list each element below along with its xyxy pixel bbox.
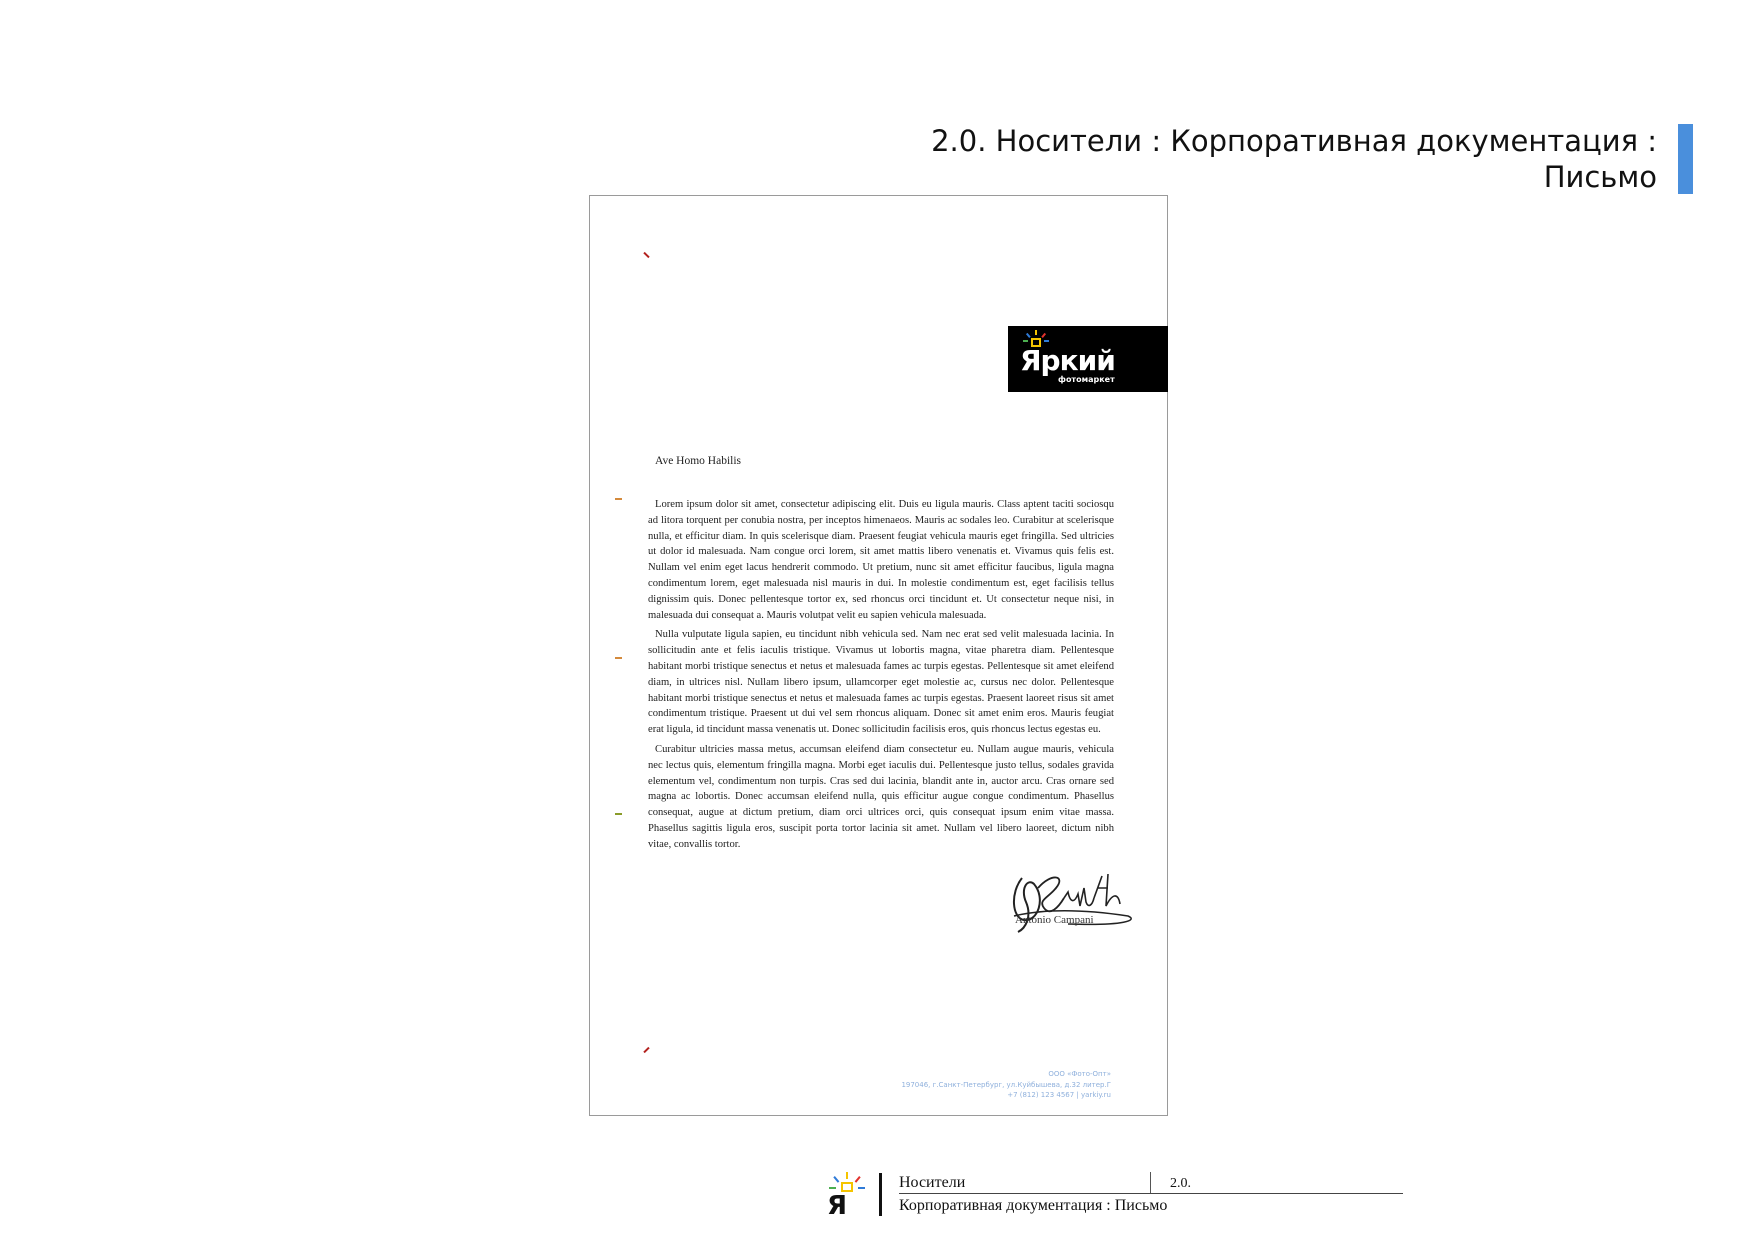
crop-mark-bottom bbox=[643, 1047, 649, 1053]
letter-sheet bbox=[589, 195, 1168, 1116]
footer-section-name: Носители bbox=[899, 1174, 966, 1191]
crop-mark-top bbox=[643, 252, 649, 258]
brand-subtitle: фотомаркет bbox=[1058, 375, 1115, 384]
letter-body bbox=[648, 497, 1114, 857]
brand-logo-block bbox=[1008, 326, 1168, 392]
brand-name: Яркий bbox=[1020, 344, 1115, 377]
signer-name: Antonio Campani bbox=[1015, 914, 1094, 926]
footer-logo-letter: Я bbox=[827, 1191, 848, 1216]
footer-separator bbox=[1150, 1172, 1151, 1193]
footer-rule bbox=[899, 1193, 1403, 1194]
company-details bbox=[901, 1069, 1111, 1101]
page-title-line-2: Письмо bbox=[1543, 160, 1657, 194]
accent-bar bbox=[1678, 124, 1693, 194]
brand-logo-icon bbox=[825, 1170, 871, 1216]
footer-section-number: 2.0. bbox=[1170, 1176, 1191, 1191]
company-address: 197046, г.Санкт-Петербург, ул.Куйбышева, д.32 литер.Г bbox=[901, 1080, 1111, 1089]
fold-mark bbox=[615, 498, 622, 500]
letter-greeting: Ave Homo Habilis bbox=[655, 455, 742, 467]
fold-mark bbox=[615, 657, 622, 659]
company-name: ООО «Фото-Опт» bbox=[1048, 1070, 1111, 1078]
fold-mark bbox=[615, 813, 622, 815]
page-title-line-1: 2.0. Носители : Корпоративная документация : bbox=[931, 124, 1657, 158]
letter-paragraph: Lorem ipsum dolor sit amet, consectetur adipiscing elit. Duis eu ligula mauris. Class aptent taciti sociosqu ad litora torquent per conubia nostra, per inceptos himenaeos. Mauris ac sodales leo. Curabitur at scelerisque nulla, et efficitur diam. In quis scelerisque diam. Praesent feugiat vehicula mauris eget fringilla. Sed ultricies ut dolor id malesuada. Nam congue orci lorem, sit amet mattis libero venenatis et. Vivamus quis felis est. Nullam vel enim eget lacus hendrerit commodo. Ut pretium, nunc sit amet efficitur faucibus, ligula magna condimentum lorem, eget malesuada nisl mauris in dui. In molestie condimentum est, eget facilisis tellus dignissim quis. Donec pellentesque tortor ex, sed rhoncus orci tincidunt et. Ut consectetur neque nisi, in malesuada dui consequat a. Mauris volutpat velit eu sapien vehicula malesuada. bbox=[648, 499, 1114, 621]
page-title bbox=[897, 123, 1657, 195]
footer-divider bbox=[879, 1173, 882, 1216]
handwritten-signature bbox=[1008, 858, 1148, 938]
letter-paragraph: Curabitur ultricies massa metus, accumsan eleifend diam consectetur eu. Nullam augue mauris, vehicula nec lectus quis, elementum fringilla magna. Morbi eget iaculis dui. Pellentesque justo tellus, sodales gravida elementum vel, condimentum non turpis. Cras sed dui lacinia, blandit ante in, auctor arcu. Cras ornare sed magna ac lobortis. Donec accumsan eleifend nulla, quis efficitur augue congue condimentum. Phasellus consequat, augue at dictum pretium, diam orci ultrices orci, quis consequat ipsum enim vitae massa. Phasellus sagittis ligula eros, suscipit porta tortor lacinia sit amet. Nullam vel libero laoreet, dictum nibh vitae, convallis tortor. bbox=[648, 743, 1114, 850]
footer-subtitle: Корпоративная документация : Письмо bbox=[899, 1197, 1168, 1214]
company-contacts: +7 (812) 123 4567 | yarkiy.ru bbox=[1007, 1091, 1111, 1099]
letter-paragraph: Nulla vulputate ligula sapien, eu tincidunt nibh vehicula sed. Nam nec erat sed velit malesuada lacinia. In sollicitudin ante et felis iaculis tristique. Vivamus ut lobortis magna, vitae pharetra diam. Pellentesque habitant morbi tristique senectus et netus et malesuada fames ac turpis egestas. Pellentesque sit amet eleifend diam, in ultrices nisl. Nullam libero ipsum, ullamcorper eget molestie ac, cursus nec dolor. Pellentesque habitant morbi tristique senectus et netus et malesuada fames ac turpis egestas. Praesent laoreet risus sit amet condimentum tristique. Praesent ut dui vel sem rhoncus aliquam. Donec sit amet enim eros. Mauris feugiat erat ligula, id tincidunt massa venenatis ut. Donec sollicitudin facilisis eros, quis rhoncus lectus egestas eu. bbox=[648, 629, 1114, 736]
